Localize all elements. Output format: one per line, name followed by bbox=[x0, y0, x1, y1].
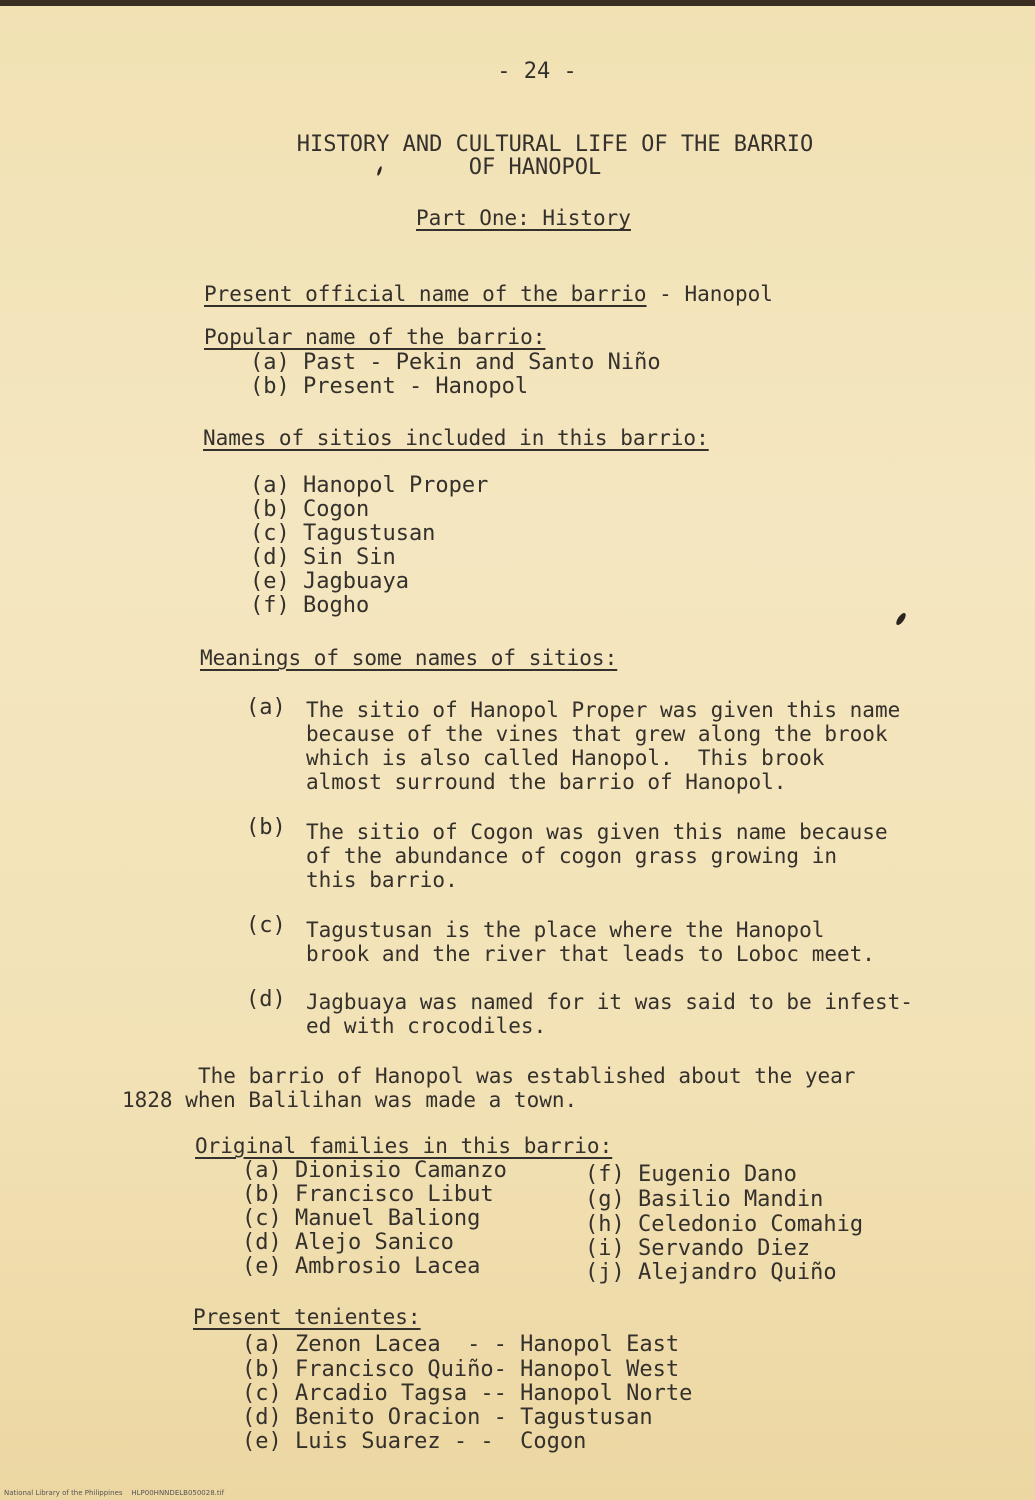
meaning-line: because of the vines that grew along the brook bbox=[306, 722, 888, 746]
sitios-heading: Names of sitios included in this barrio: bbox=[203, 426, 709, 450]
established-line2: 1828 when Balilihan was made a town. bbox=[122, 1088, 578, 1112]
ink-mark bbox=[895, 612, 908, 627]
meaning-line: Jagbuaya was named for it was said to be infest- bbox=[306, 990, 913, 1014]
archive-footer: National Library of the Philippines HLP00HNNDELB050028.tif bbox=[4, 1489, 225, 1497]
page-number: - 24 - bbox=[497, 59, 577, 84]
meaning-letter: (a) bbox=[246, 695, 286, 720]
meaning-line: which is also called Hanopol. This brook bbox=[306, 746, 825, 770]
family-item: (f) Eugenio Dano bbox=[585, 1162, 797, 1187]
meaning-line: The sitio of Cogon was given this name because bbox=[306, 820, 888, 844]
family-item: (h) Celedonio Comahig bbox=[585, 1212, 864, 1237]
family-item: (e) Ambrosio Lacea bbox=[242, 1254, 481, 1279]
popular-name-item: (b) Present - Hanopol bbox=[250, 374, 529, 399]
teniente-item: (a) Zenon Lacea - - Hanopol East bbox=[242, 1332, 680, 1357]
family-item: (j) Alejandro Quiño bbox=[585, 1260, 837, 1285]
popular-name-item: (a) Past - Pekin and Santo Niño bbox=[250, 350, 661, 375]
meaning-letter: (b) bbox=[246, 815, 286, 840]
sitio-item: (c) Tagustusan bbox=[250, 521, 436, 546]
teniente-item: (d) Benito Oracion - Tagustusan bbox=[242, 1405, 653, 1430]
family-item: (c) Manuel Baliong bbox=[242, 1206, 481, 1231]
teniente-item: (e) Luis Suarez - - Cogon bbox=[242, 1429, 587, 1454]
meaning-letter: (c) bbox=[246, 913, 286, 938]
teniente-item: (c) Arcadio Tagsa -- Hanopol Norte bbox=[242, 1381, 693, 1406]
sitio-item: (d) Sin Sin bbox=[250, 545, 396, 570]
official-name-label: Present official name of the barrio bbox=[204, 282, 647, 306]
meaning-line: ed with crocodiles. bbox=[306, 1014, 547, 1038]
document-title-line2: OF HANOPOL bbox=[468, 155, 602, 180]
family-item: (g) Basilio Mandin bbox=[585, 1187, 824, 1212]
official-name-value: - Hanopol bbox=[646, 282, 773, 306]
meanings-heading: Meanings of some names of sitios: bbox=[200, 646, 618, 670]
popular-name-heading: Popular name of the barrio: bbox=[204, 325, 546, 349]
sitio-item: (b) Cogon bbox=[250, 497, 370, 522]
part-heading: Part One: History bbox=[416, 206, 631, 230]
meaning-line: brook and the river that leads to Loboc meet. bbox=[306, 942, 875, 966]
family-item: (b) Francisco Libut bbox=[242, 1182, 494, 1207]
meaning-line: of the abundance of cogon grass growing in bbox=[306, 844, 838, 868]
meaning-letter: (d) bbox=[246, 987, 286, 1012]
families-heading: Original families in this barrio: bbox=[195, 1134, 613, 1158]
official-name-row bbox=[204, 282, 773, 306]
sitio-item: (e) Jagbuaya bbox=[250, 569, 409, 594]
document-title-line1: HISTORY AND CULTURAL LIFE OF THE BARRIO bbox=[296, 132, 814, 157]
family-item: (a) Dionisio Camanzo bbox=[242, 1158, 507, 1183]
sitio-item: (f) Bogho bbox=[250, 593, 370, 618]
meaning-line: this barrio. bbox=[306, 868, 458, 892]
teniente-item: (b) Francisco Quiño- Hanopol West bbox=[242, 1357, 680, 1382]
established-line1: The barrio of Hanopol was established about the year bbox=[198, 1064, 856, 1088]
tenientes-heading: Present tenientes: bbox=[193, 1305, 421, 1329]
sitio-item: (a) Hanopol Proper bbox=[250, 473, 489, 498]
meaning-line: The sitio of Hanopol Proper was given this name bbox=[306, 698, 901, 722]
meaning-line: Tagustusan is the place where the Hanopol bbox=[306, 918, 825, 942]
family-item: (d) Alejo Sanico bbox=[242, 1230, 454, 1255]
meaning-line: almost surround the barrio of Hanopol. bbox=[306, 770, 787, 794]
family-item: (i) Servando Diez bbox=[585, 1236, 811, 1261]
